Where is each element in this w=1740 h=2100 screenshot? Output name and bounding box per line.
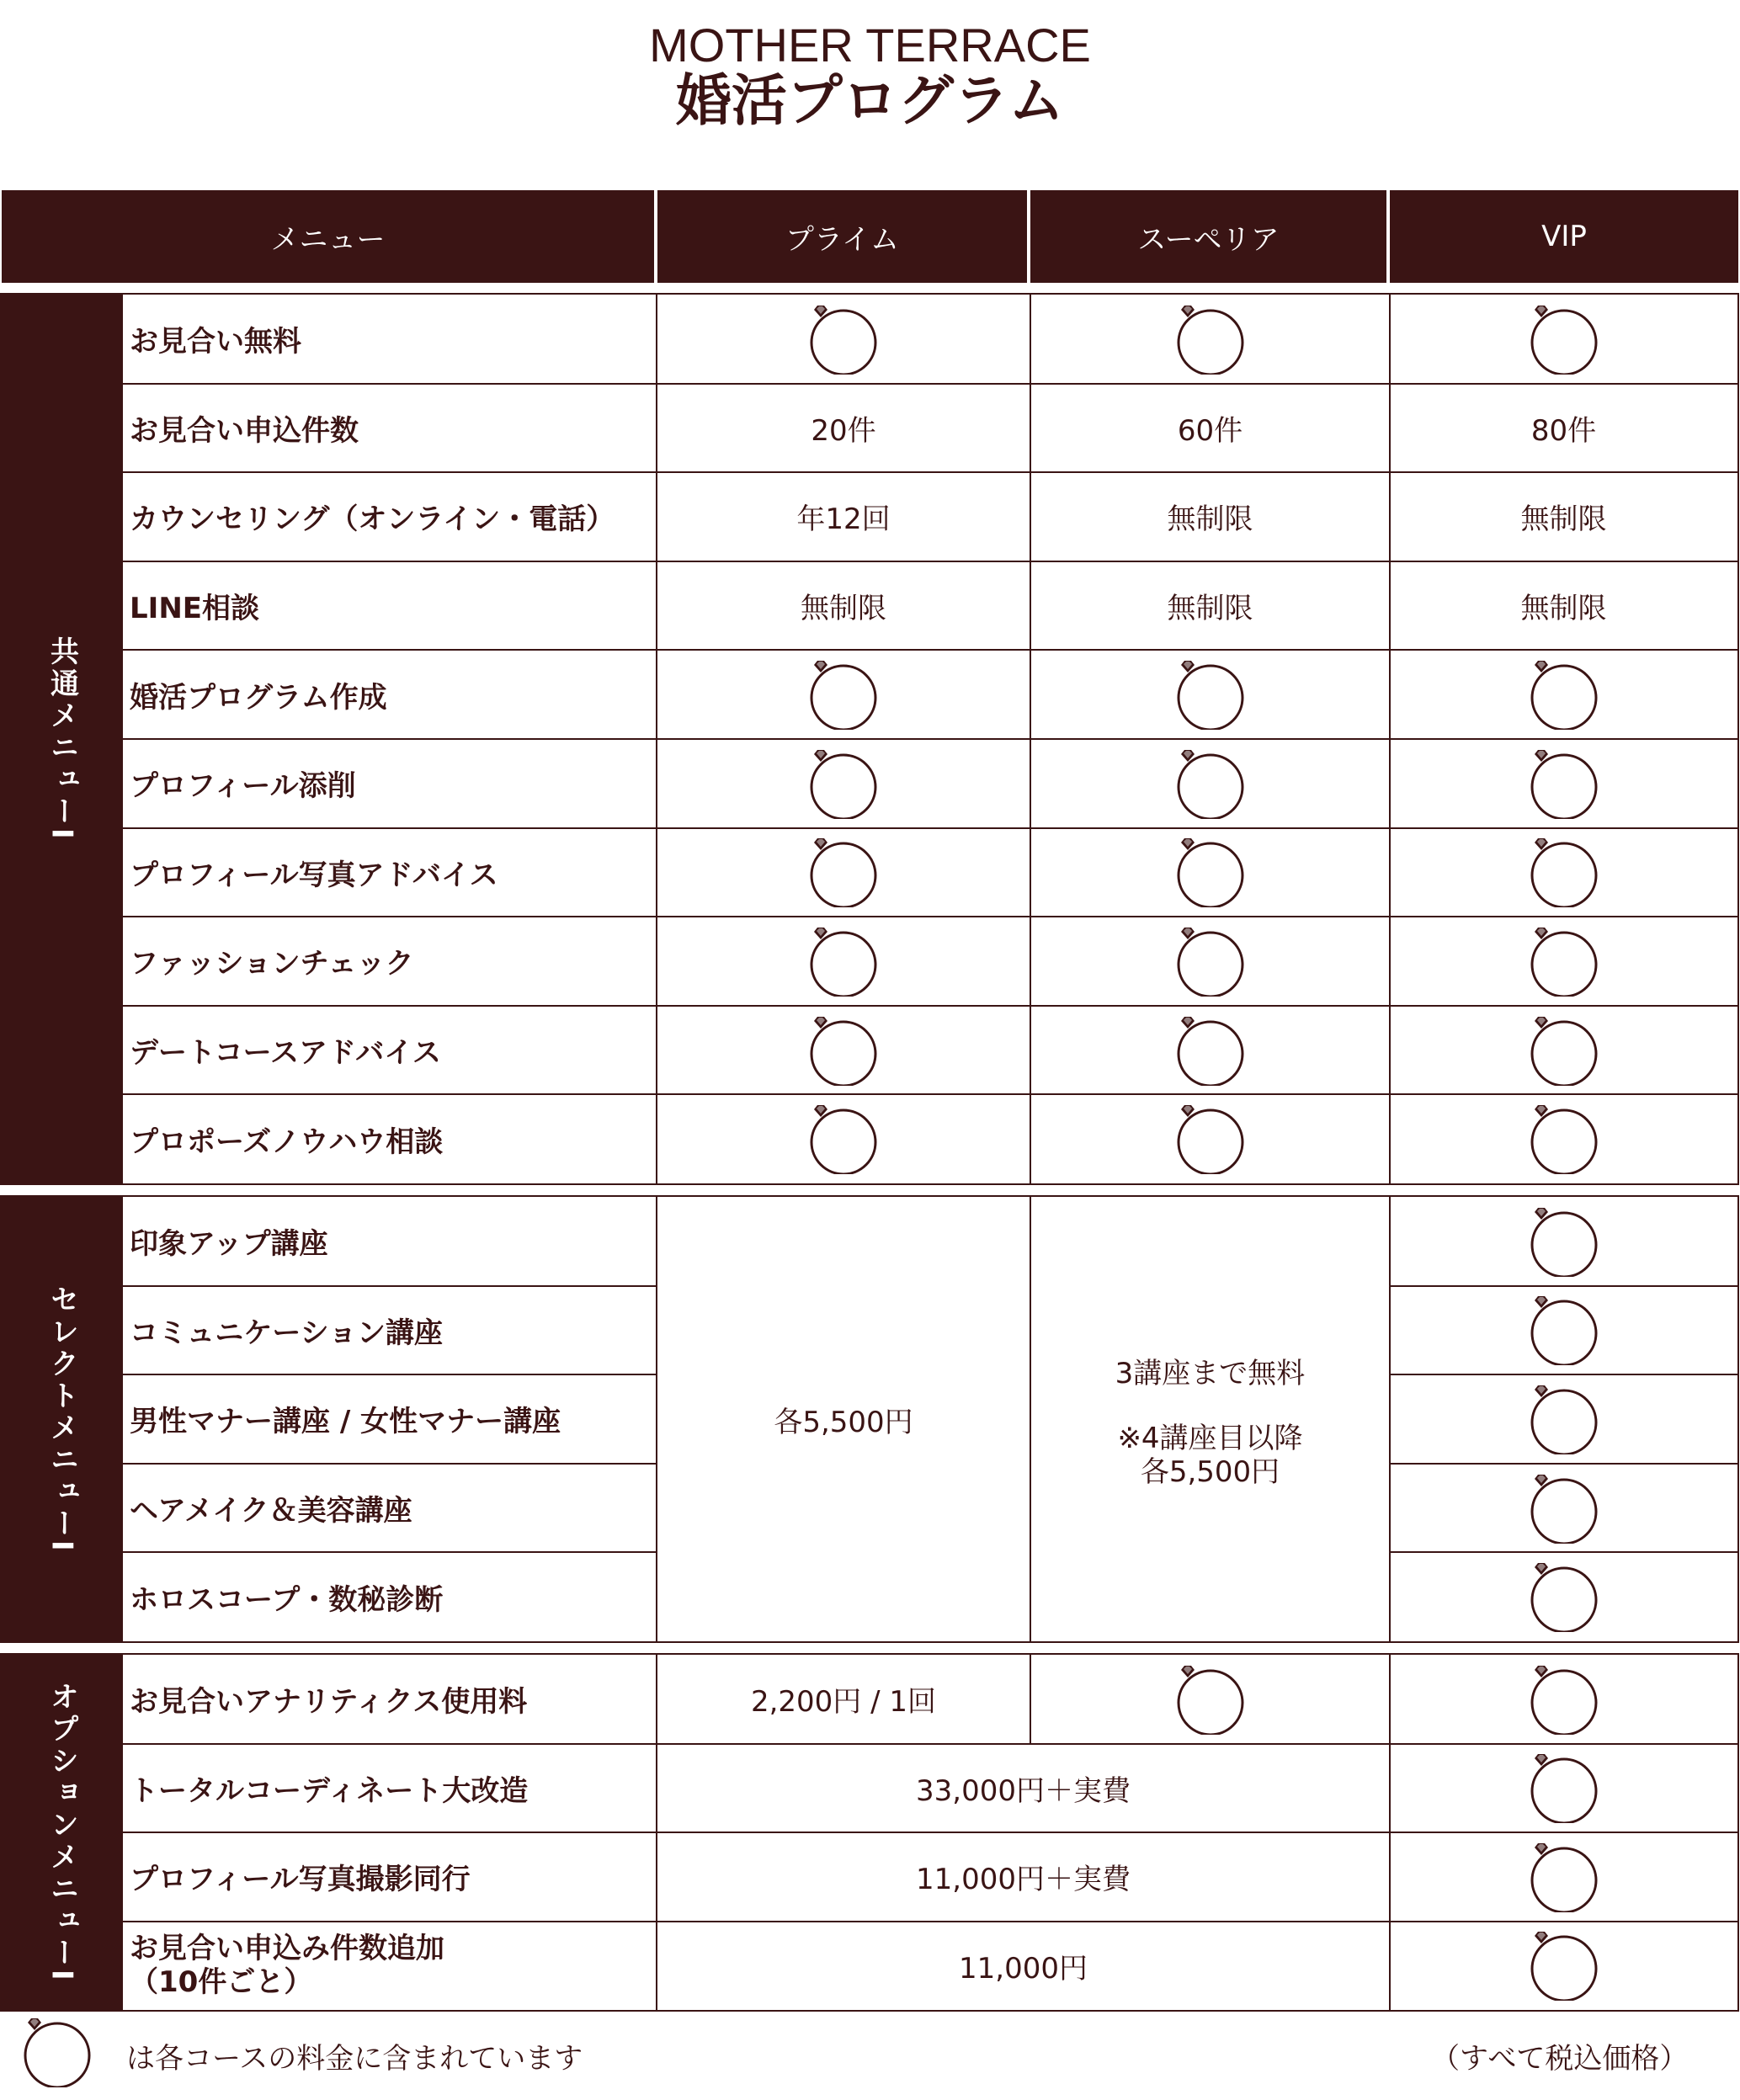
merged-price-cell: 11,000円 [959,1951,1088,1986]
ring-icon [1175,837,1246,907]
menu-item: トータルコーディネート大改造 [130,1773,529,1808]
menu-item: ヘアメイク＆美容講座 [130,1494,412,1528]
ring-icon [1175,748,1246,819]
section-select-label [2,1197,123,1641]
grid-line [123,471,1737,473]
vip-cell: 無制限 [1520,502,1607,537]
grid-line [123,649,1737,651]
merged-price-cell: 11,000円＋実費 [916,1863,1131,1897]
superior-cell: 無制限 [1167,502,1253,537]
ring-icon [1529,748,1599,819]
menu-item: プロフィール添削 [130,769,356,804]
grid-line [1030,1197,1031,1641]
vip-cell [1390,1286,1737,1375]
header-menu [2,190,654,283]
vip-cell [1390,1552,1737,1641]
merged-price-cell: 33,000円＋実費 [916,1773,1131,1808]
menu-item: プロポーズノウハウ相談 [130,1124,444,1159]
menu-item: 印象アップ講座 [130,1227,328,1262]
section-option-label [2,1655,123,2010]
brand-title: MOTHER TERRACE [649,19,1091,72]
grid-line [123,1093,1737,1095]
ring-icon [808,748,879,819]
ring-icon [1529,1561,1599,1632]
grid-line [656,1197,657,1641]
ring-icon [1529,1206,1599,1277]
ring-icon [1175,304,1246,375]
menu-item: LINE相談 [130,592,259,626]
prime-cell: 2,200円 / 1回 [750,1685,937,1720]
menu-item: ファッションチェック [130,947,414,981]
menu-item: ホロスコープ・数秘診断 [130,1582,444,1617]
vip-cell [1390,917,1737,1006]
prime-cell [657,917,1030,1006]
grid-line [1389,1197,1391,1641]
grid-line [123,1005,1737,1007]
grid-line [123,827,1737,829]
menu-item: 男性マナー講座 / 女性マナー講座 [130,1405,561,1439]
prime-cell: 20件 [811,413,876,448]
ring-icon [1529,837,1599,907]
menu-item: プロフィール写真撮影同行 [130,1863,471,1897]
grid-line [123,916,1737,917]
grid-line [1030,295,1031,1183]
prime-cell [657,295,1030,384]
vip-cell [1390,1374,1737,1464]
ring-icon [808,304,879,375]
header-superior [1030,190,1386,283]
prime-cell [657,650,1030,739]
menu-item: お見合い無料 [130,325,301,359]
section-option-label-text: オプションメニューI [45,1681,79,1984]
superior-cell [1030,295,1390,384]
header-vip [1390,190,1738,283]
grid-line [1390,1551,1737,1553]
ring-icon [1529,1473,1599,1544]
grid-line [1030,1655,1031,1744]
header-vip-label: VIP [1541,220,1587,253]
ring-icon [1529,1295,1599,1365]
ring-icon [1175,659,1246,730]
vip-cell [1390,1655,1737,1744]
grid-line [123,1743,1737,1745]
grid-line [123,738,1737,740]
vip-cell [1390,1464,1737,1553]
ring-icon [1175,1664,1246,1735]
section-common [0,293,1739,1185]
superior-cell [1030,739,1390,828]
superior-cell: 無制限 [1167,592,1253,626]
superior-cell: 60件 [1177,413,1243,448]
ring-icon [1175,1015,1246,1086]
section-select [0,1195,1739,1643]
vip-cell: 無制限 [1520,592,1607,626]
section-common-label-text: 共通メニューI [45,635,79,843]
ring-icon [1529,1752,1599,1823]
menu-item: コミュニケーション講座 [130,1316,443,1350]
section-select-label-text: セレクトメニューI [45,1284,79,1555]
superior-merged-cell [1030,1197,1390,1641]
superior-extra-note: ※4講座目以降 各5,500円 [1117,1421,1303,1489]
grid-line [123,1551,657,1553]
vip-cell [1390,295,1737,384]
grid-line [123,561,1737,562]
menu-item: デートコースアドバイス [130,1036,441,1071]
page-title: 婚活プログラム [675,68,1065,133]
vip-cell [1390,1197,1737,1286]
ring-icon [1529,926,1599,997]
ring-icon [808,926,879,997]
superior-cell [1030,1655,1390,1744]
grid-line [1390,1374,1737,1375]
prime-cell [657,828,1030,917]
header-prime [657,190,1027,283]
menu-item: プロフィール写真アドバイス [130,858,498,892]
vip-cell [1390,1744,1737,1833]
prime-cell [657,1006,1030,1095]
menu-item: カウンセリング（オンライン・電話） [130,502,615,537]
ring-icon [808,1103,879,1174]
ring-icon [808,1015,879,1086]
grid-line [1390,1285,1737,1287]
menu-item: お見合い申込み件数追加 （10件ごと） [130,1932,444,2000]
tax-note: （すべて税込価格） [1431,2042,1689,2076]
vip-cell [1390,1094,1737,1183]
superior-cell [1030,828,1390,917]
ring-icon [1529,304,1599,375]
ring-icon [1175,926,1246,997]
superior-cell [1030,1006,1390,1095]
grid-line [1389,295,1391,1183]
menu-item: お見合い申込件数 [130,413,359,448]
superior-cell [1030,917,1390,1006]
grid-line [123,1285,657,1287]
header-superior-label: スーペリア [1137,222,1280,257]
grid-line [123,1832,1737,1833]
vip-cell [1390,1922,1737,2011]
prime-cell: 無制限 [801,592,886,626]
grid-line [123,383,1737,385]
ring-icon [808,659,879,730]
ring-icon [1529,1384,1599,1454]
ring-icon [1529,1015,1599,1086]
vip-cell [1390,1006,1737,1095]
grid-line [123,1463,657,1465]
menu-item: お見合いアナリティクス使用料 [130,1685,528,1720]
vip-cell [1390,650,1737,739]
section-option [0,1653,1739,2012]
menu-item: 婚活プログラム作成 [130,680,387,715]
grid-line [123,1921,1737,1922]
ring-icon [1175,1103,1246,1174]
superior-cell [1030,650,1390,739]
vip-cell [1390,1832,1737,1922]
header-prime-label: プライム [785,222,899,257]
ring-icon [1529,1842,1599,1912]
grid-line [1390,1463,1737,1465]
vip-cell [1390,828,1737,917]
vip-cell: 80件 [1530,413,1597,448]
legend-ring-icon [22,2017,93,2087]
vip-cell [1390,739,1737,828]
superior-free-note: 3講座まで無料 [1115,1356,1306,1390]
grid-line [1389,1655,1391,2010]
legend-text: は各コースの料金に含まれています [126,2042,583,2076]
grid-line [656,1655,657,2010]
superior-cell [1030,1094,1390,1183]
prime-merged-cell: 各5,500円 [774,1405,913,1439]
ring-icon [1529,1103,1599,1174]
prime-cell: 年12回 [796,502,891,537]
header-menu-label: メニュー [270,222,386,257]
ring-icon [1529,1930,1599,2001]
prime-cell [657,739,1030,828]
grid-line [656,295,657,1183]
ring-icon [808,837,879,907]
prime-cell [657,1094,1030,1183]
section-common-label [2,295,123,1183]
ring-icon [1529,1664,1599,1735]
grid-line [123,1374,657,1375]
ring-icon [1529,659,1599,730]
